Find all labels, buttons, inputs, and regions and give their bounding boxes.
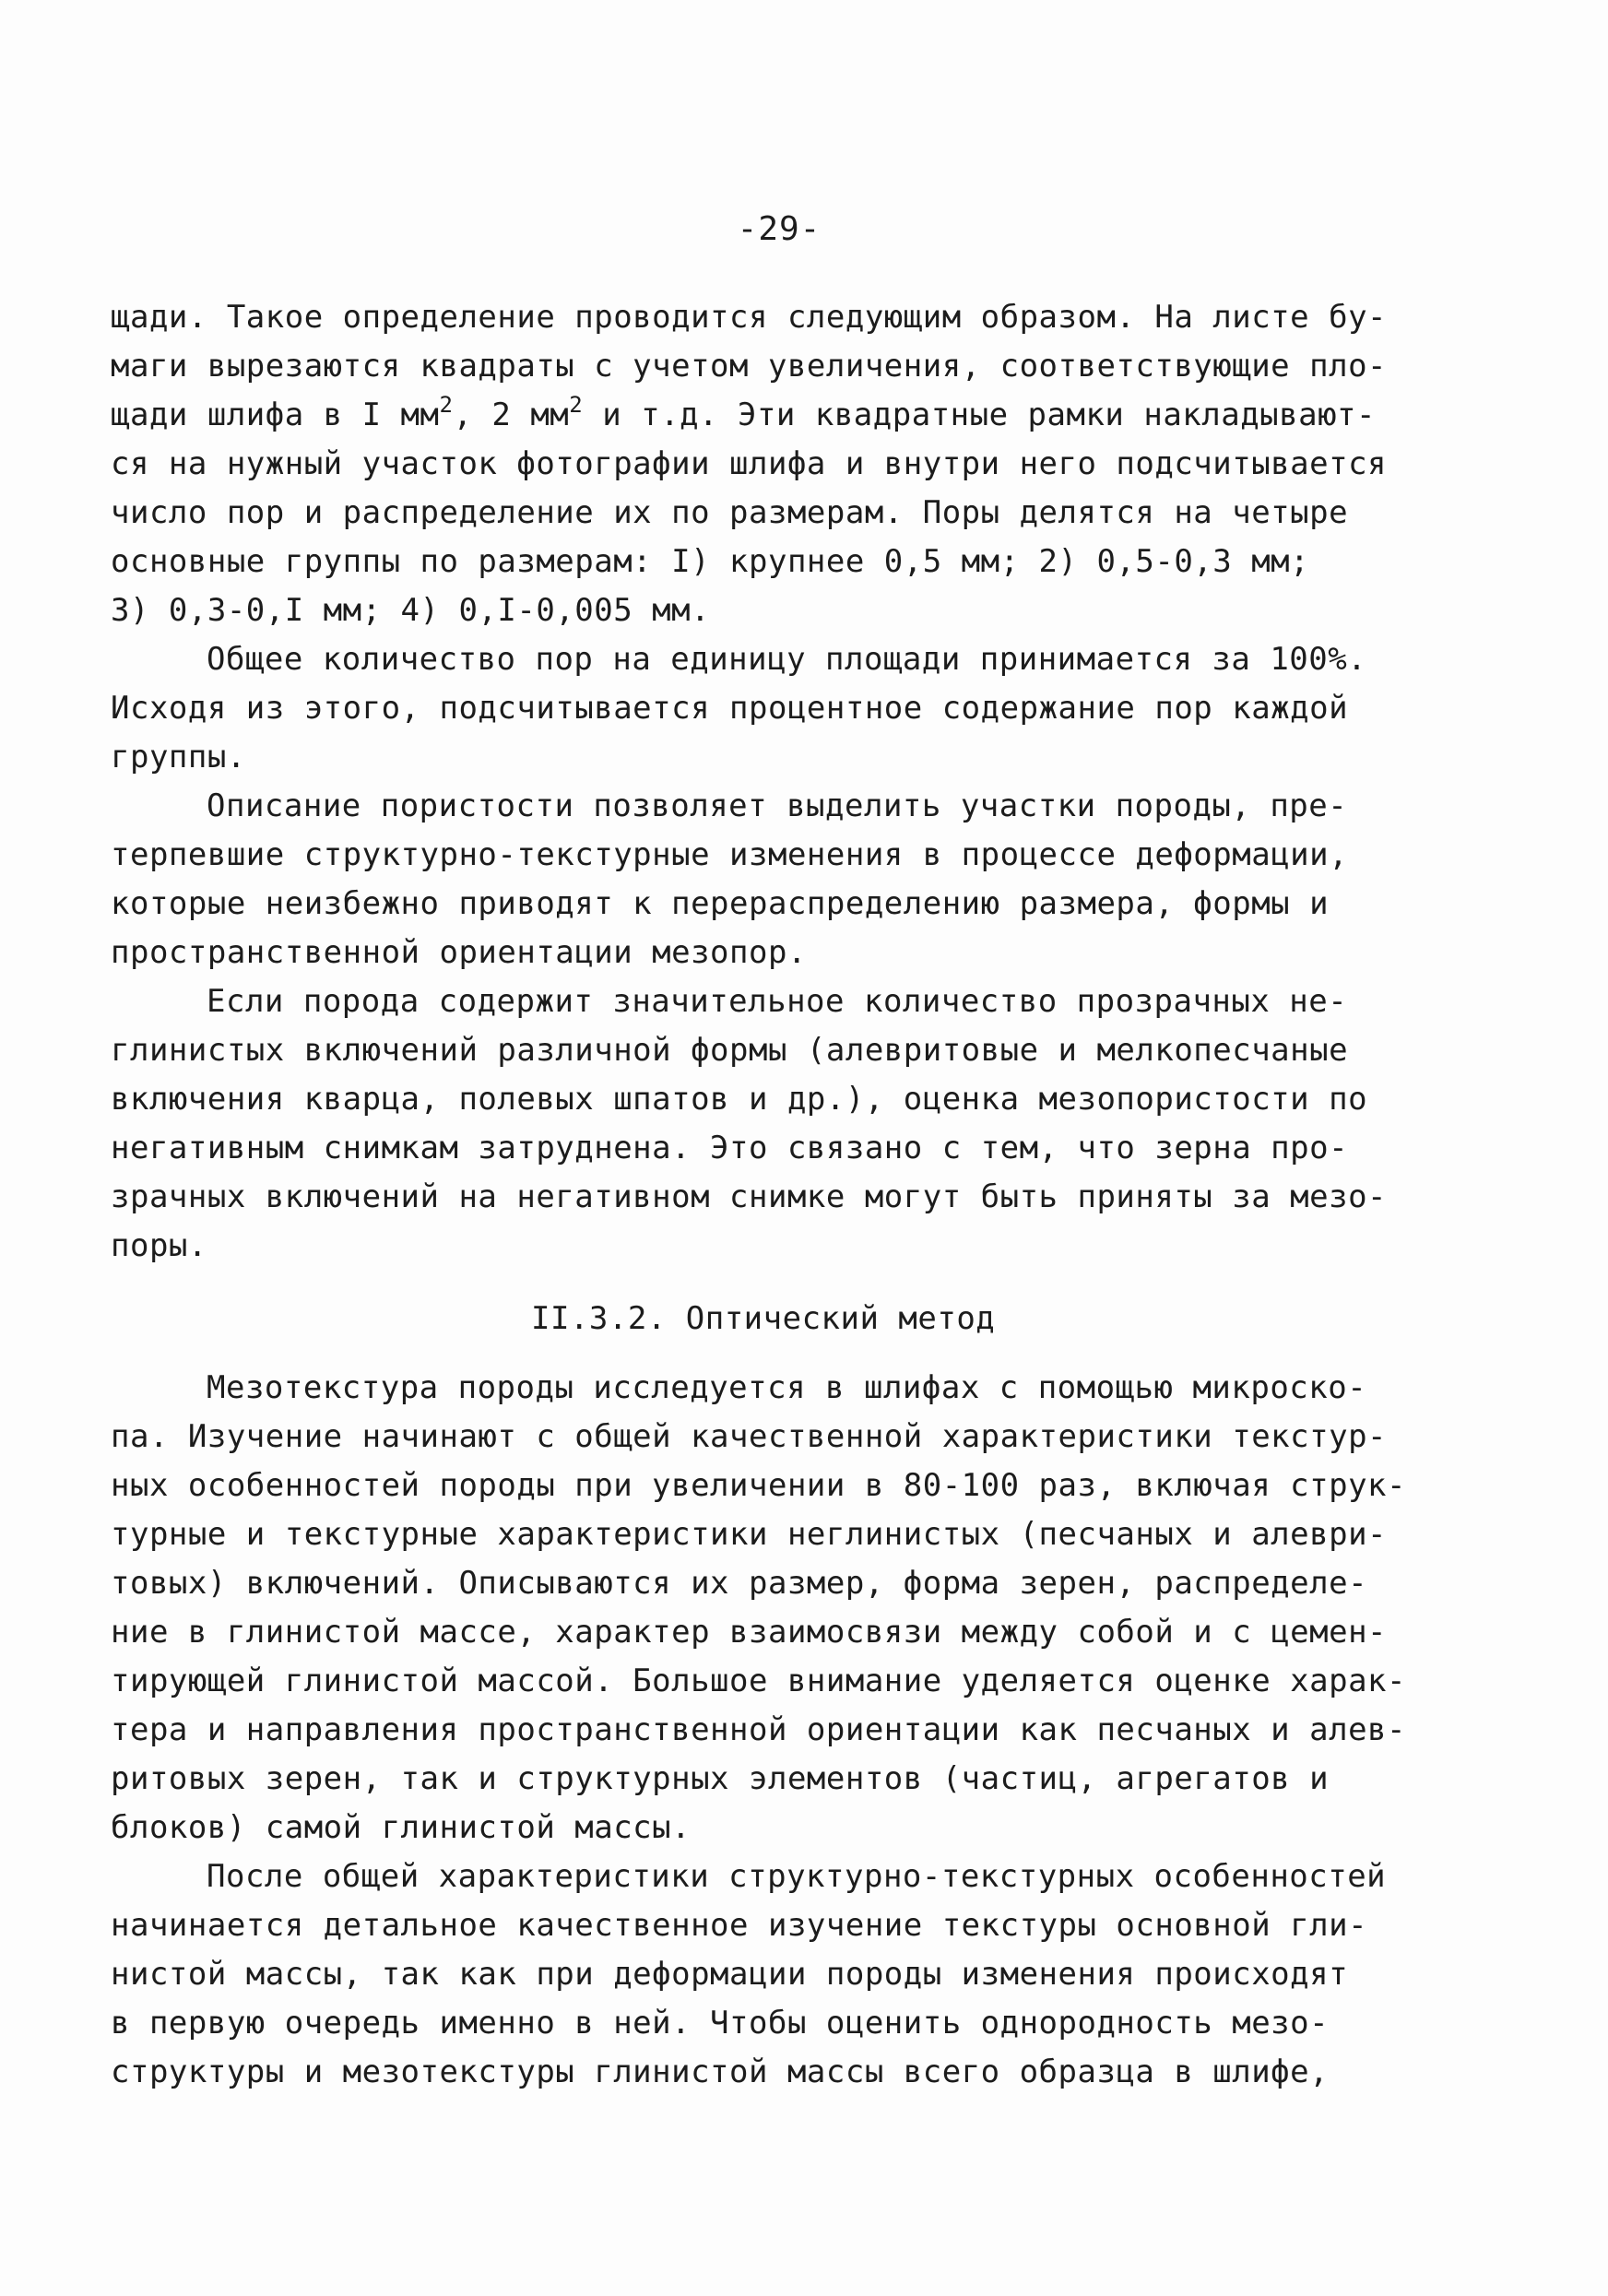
text-line: Если порода содержит значительное количество прозрачных не- <box>207 983 1348 1020</box>
text-line: Описание пористости позволяет выделить участки породы, пре- <box>207 787 1348 824</box>
text-line: блоков) самой глинистой массы. <box>111 1809 692 1846</box>
text-line: После общей характеристики структурно-текстурных особенностей <box>207 1858 1387 1895</box>
section-heading: II.3.2. Оптический метод <box>531 1300 996 1337</box>
text-line: основные группы по размерам: I) крупнее 0,5 мм; 2) 0,5-0,3 мм; <box>111 543 1310 580</box>
text-line: глинистых включений различной формы (алевритовые и мелкопесчаные <box>111 1032 1349 1069</box>
text-line <box>111 391 1383 440</box>
paragraph-percentage <box>111 635 1383 782</box>
text-line: тирующей глинистой массой. Большое внимание уделяется оценке харак- <box>111 1663 1406 1699</box>
text-fragment: и т.д. Эти квадратные рамки накладывают- <box>583 396 1376 433</box>
text-line: пространственной ориентации мезопор. <box>111 934 807 971</box>
paragraph-optical-method <box>111 1364 1406 1852</box>
text-line: ритовых зерен, так и структурных элементов (частиц, агрегатов и <box>111 1760 1330 1797</box>
paragraph-transparent-inclusions <box>111 977 1388 1271</box>
text-line: структуры и мезотекстуры глинистой массы всего образца в шлифе, <box>111 2053 1330 2090</box>
text-line: число пор и распределение их по размерам. Поры делятся на четыре <box>111 494 1349 531</box>
text-line: Общее количество пор на единицу площади принимается за 100%. <box>207 641 1367 678</box>
text-line: ние в глинистой массе, характер взаимосвязи между собой и с цемен- <box>111 1614 1388 1651</box>
text-line: нистой массы, так как при деформации породы изменения происходят <box>111 1956 1349 1993</box>
superscript: 2 <box>569 392 584 418</box>
document-body <box>111 293 1406 2097</box>
paragraph-detailed-study <box>111 1852 1387 2097</box>
text-fragment: щади шлифа в I мм <box>111 396 440 433</box>
text-line: поры. <box>111 1227 207 1264</box>
text-line: группы. <box>111 739 246 775</box>
text-line: ных особенностей породы при увеличении в 80-100 раз, включая струк- <box>111 1467 1406 1504</box>
text-line: Мезотекстура породы исследуется в шлифах с помощью микроско- <box>207 1369 1367 1406</box>
text-line: начинается детальное качественное изучение текстуры основной гли- <box>111 1907 1368 1944</box>
text-line: щади. Такое определение проводится следующим образом. На листе бу- <box>111 299 1388 336</box>
text-line: которые неизбежно приводят к перераспределению размера, формы и <box>111 885 1330 922</box>
text-line: маги вырезаются квадраты с учетом увеличения, соответствующие пло- <box>111 348 1388 385</box>
text-line: Исходя из этого, подсчитывается процентное содержание пор каждой <box>111 690 1349 727</box>
page-number: -29- <box>737 210 822 248</box>
text-line: товых) включений. Описываются их размер, форма зерен, распределе- <box>111 1565 1368 1602</box>
text-line: негативным снимкам затруднена. Это связано с тем, что зерна про- <box>111 1130 1349 1166</box>
text-fragment: , 2 мм <box>453 396 570 433</box>
paragraph-pore-counting-method <box>111 293 1388 635</box>
paragraph-porosity-description <box>111 782 1383 977</box>
text-line: 3) 0,3-0,I мм; 4) 0,I-0,005 мм. <box>111 592 711 629</box>
text-line: тера и направления пространственной ориентации как песчаных и алев- <box>111 1711 1406 1748</box>
text-line: терпевшие структурно-текстурные изменения в процессе деформации, <box>111 836 1349 873</box>
superscript: 2 <box>439 392 454 418</box>
text-line: зрачных включений на негативном снимке могут быть приняты за мезо- <box>111 1178 1388 1215</box>
text-line: па. Изучение начинают с общей качественной характеристики текстур- <box>111 1418 1388 1455</box>
text-line: турные и текстурные характеристики неглинистых (песчаных и алеври- <box>111 1516 1388 1553</box>
text-line: включения кварца, полевых шпатов и др.), оценка мезопористости по <box>111 1081 1368 1118</box>
text-line: ся на нужный участок фотографии шлифа и внутри него подсчитывается <box>111 445 1388 482</box>
text-line: в первую очередь именно в ней. Чтобы оценить однородность мезо- <box>111 2005 1330 2042</box>
